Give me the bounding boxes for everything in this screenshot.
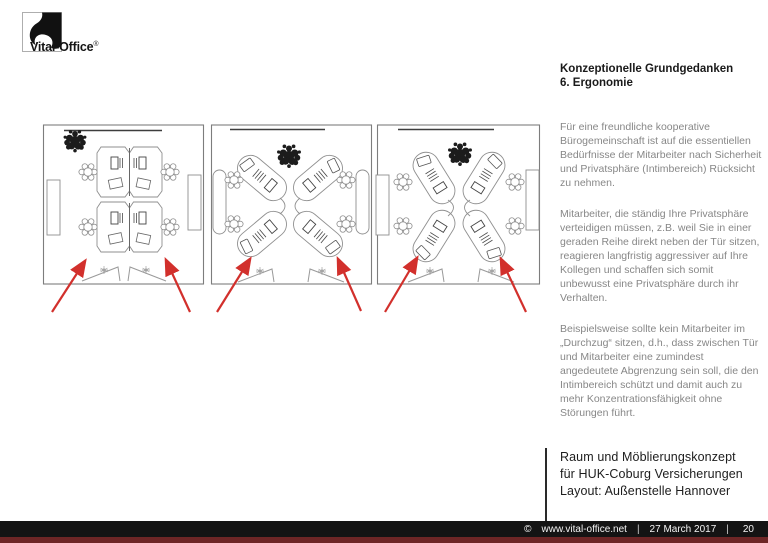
brand-text: [30, 40, 98, 54]
footer-bar: [0, 521, 768, 537]
section-heading: [560, 62, 762, 90]
red-arrows: [52, 258, 526, 312]
vital-office-logo: [22, 12, 142, 60]
footer-separator: |: [726, 523, 729, 535]
floorplan-linear-layout: [44, 125, 204, 284]
floorplan-curved-x-layout: [212, 125, 372, 284]
paragraph-3: Beispielsweise sollte kein Mitarbeiter im „Durchzug“ sitzen, d.h., dass zwischen Tür und Mitarbeiter eine zumindest angedeutete Abgrenzung sein soll, die den Intimbereich schützt und damit auch zu mehr Konzentrationsfähigkeit ohne Störungen führt.: [560, 323, 759, 419]
footer-accent-stripe: [0, 537, 768, 543]
project-block-divider: [545, 448, 547, 521]
arrow: [501, 259, 526, 312]
footer-website-link[interactable]: www.vital-office.net: [541, 523, 627, 535]
footer-separator: |: [636, 523, 640, 535]
footer-page-number: 20: [742, 523, 754, 535]
arrow: [166, 260, 190, 312]
paragraph-1: Für eine freundliche kooperative Bürogemeinschaft ist auf die essentiellen Bedürfnisse der Mitarbeiter nach Sicherheit und Privatsphäre (Intimbereich) Rücksicht zu nehmen.: [560, 121, 762, 189]
registered-mark: ®: [93, 40, 99, 48]
project-line-1: Raum und Möblierungskonzept: [560, 450, 736, 464]
floorplan-butterfly-x-layout: [376, 125, 540, 284]
arrow: [385, 258, 417, 312]
footer-date: 27 March 2017: [649, 523, 717, 535]
arrow: [338, 259, 361, 311]
project-line-2: für HUK-Coburg Versicherungen: [560, 467, 743, 481]
project-line-3: Layout: Außenstelle Hannover: [560, 484, 731, 498]
heading-line-2: 6. Ergonomie: [560, 77, 633, 89]
copyright-symbol: ©: [524, 523, 532, 535]
project-block: [560, 449, 765, 500]
arrow: [52, 261, 85, 312]
heading-line-1: Konzeptionelle Grundgedanken: [560, 63, 734, 75]
brand-name: Vital-Office: [30, 40, 94, 54]
arrow: [217, 259, 250, 312]
paragraph-2: Mitarbeiter, die ständig Ihre Privatsphäre verteidigen müssen, z.B. weil Sie in einer geraden Reihe direkt neben der Tür sitzen, reagieren langfristig aggressiver auf Ihre Kollegen und schaffen sich somit unbewusst eine Privatsphäre durch ihr Verhalten.: [560, 208, 760, 304]
